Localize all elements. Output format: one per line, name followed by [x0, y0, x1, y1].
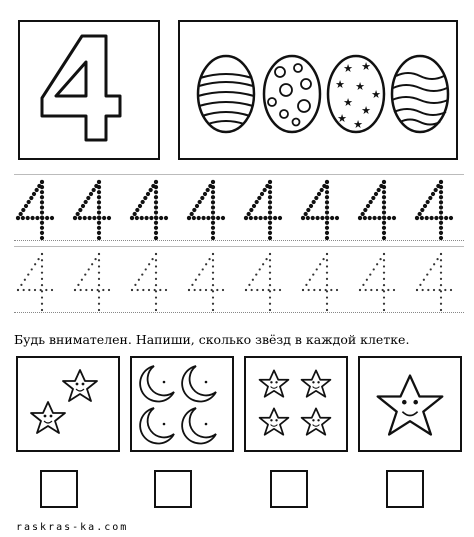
- svg-text:★: ★: [343, 96, 353, 109]
- star-face-icon: [378, 376, 443, 435]
- svg-text:★: ★: [355, 80, 365, 93]
- dotted-digit: [131, 253, 167, 311]
- star-face-icon: [31, 402, 65, 433]
- trace-row-light: [0, 248, 474, 314]
- star-face-icon: [302, 408, 331, 434]
- svg-text:★: ★: [335, 78, 345, 91]
- answer-box-2[interactable]: [154, 470, 192, 508]
- trace-row-bold: [0, 176, 474, 242]
- svg-text:★: ★: [343, 62, 353, 75]
- crescent-moon-icon: [140, 408, 174, 444]
- answer-box-3[interactable]: [270, 470, 308, 508]
- dotted-digit: [415, 180, 453, 240]
- wavy-egg-icon: [392, 56, 448, 132]
- instruction-text: Будь внимателен. Напиши, сколько звёзд в каждой клетке.: [14, 332, 410, 347]
- star-face-icon: [63, 370, 97, 401]
- svg-text:★: ★: [337, 112, 347, 125]
- guide-line: [14, 246, 464, 247]
- svg-text:★: ★: [361, 60, 371, 73]
- crescent-moon-icon: [140, 366, 174, 402]
- digit-panel: [18, 20, 160, 160]
- dotted-digit: [245, 253, 281, 311]
- count-panel-1: [16, 356, 120, 452]
- count-panel-2: [130, 356, 234, 452]
- guide-line: [14, 174, 464, 175]
- answer-box-4[interactable]: [386, 470, 424, 508]
- answer-box-1[interactable]: [40, 470, 78, 508]
- dotted-digit: [359, 253, 395, 311]
- striped-egg-icon: [198, 56, 254, 132]
- crescent-moon-icon: [182, 408, 216, 444]
- eggs-panel: [178, 20, 458, 160]
- svg-text:★: ★: [361, 104, 371, 117]
- dotted-digit: [244, 180, 282, 240]
- star-face-icon: [260, 370, 289, 396]
- svg-text:★: ★: [371, 88, 381, 101]
- stars-egg-icon: [328, 56, 384, 132]
- digit-outline: [20, 22, 158, 158]
- dotted-digit: [17, 253, 53, 311]
- count-panel-3: [244, 356, 348, 452]
- dotted-digit: [130, 180, 168, 240]
- crescent-moon-icon: [182, 366, 216, 402]
- svg-text:★: ★: [353, 118, 363, 131]
- dotted-digit: [74, 253, 110, 311]
- dotted-digit: [16, 180, 54, 240]
- dotted-digit: [301, 180, 339, 240]
- site-footer: raskras-ka.com: [16, 522, 129, 533]
- circles-egg-icon: [264, 56, 320, 132]
- star-face-icon: [302, 370, 331, 396]
- dotted-digit: [358, 180, 396, 240]
- count-panel-4: [358, 356, 462, 452]
- dotted-digit: [188, 253, 224, 311]
- dotted-digit: [302, 253, 338, 311]
- star-face-icon: [260, 408, 289, 434]
- dotted-digit: [187, 180, 225, 240]
- dotted-digit: [416, 253, 452, 311]
- dotted-digit: [73, 180, 111, 240]
